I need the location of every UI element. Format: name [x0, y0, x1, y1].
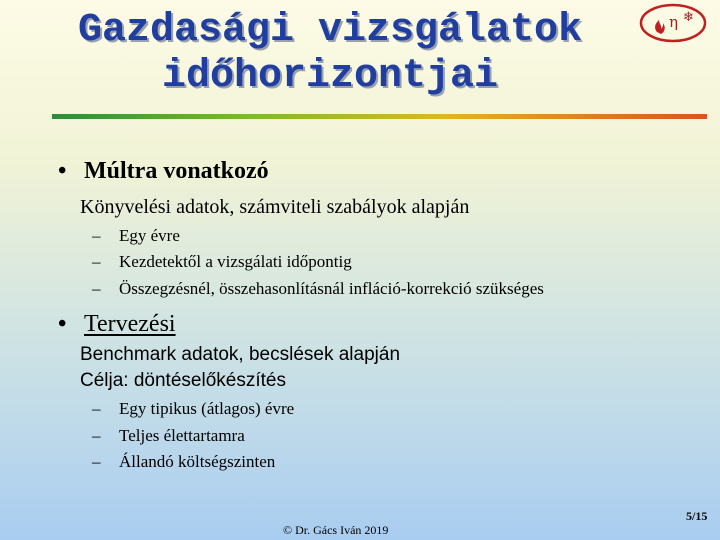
list-item	[92, 279, 544, 299]
section-description: Célja: döntéselőkészítés	[80, 370, 286, 391]
university-logo-icon	[639, 2, 707, 44]
logo-eta-glyph: η	[669, 13, 678, 31]
slide-title-line1: Gazdasági vizsgálatok	[77, 8, 583, 53]
section-heading-past	[58, 158, 269, 185]
dash-icon: –	[92, 399, 101, 418]
footer-copyright: © Dr. Gács Iván 2019	[283, 523, 389, 537]
bullet-icon: •	[58, 158, 67, 184]
dash-icon: –	[92, 279, 101, 298]
list-item-text: Kezdetektől a vizsgálati időpontig	[119, 252, 352, 271]
list-item-text: Teljes élettartamra	[119, 426, 245, 445]
list-item	[92, 426, 245, 446]
list-item	[92, 252, 352, 272]
section-heading-text: Tervezési	[84, 311, 176, 337]
slide-title-line2: időhorizontjai	[161, 54, 499, 99]
bullet-icon: •	[58, 311, 67, 337]
list-item	[92, 226, 180, 246]
dash-icon: –	[92, 252, 101, 271]
page-number: 5/15	[686, 509, 708, 523]
list-item-text: Egy évre	[119, 226, 180, 245]
list-item-text: Összegzésnél, összehasonlításnál infláció-korrekció szükséges	[119, 279, 544, 298]
dash-icon: –	[92, 226, 101, 245]
logo-snowflake-glyph: ❄	[683, 10, 694, 25]
dash-icon: –	[92, 426, 101, 445]
section-description: Könyvelési adatok, számviteli szabályok alapján	[80, 196, 470, 218]
dash-icon: –	[92, 452, 101, 471]
list-item	[92, 399, 294, 419]
title-underline-rule	[52, 114, 707, 119]
slide-title	[40, 8, 620, 100]
list-item	[92, 452, 275, 472]
section-heading-text: Múltra vonatkozó	[84, 158, 269, 184]
section-description: Benchmark adatok, becslések alapján	[80, 344, 401, 365]
section-heading-planning	[58, 311, 176, 338]
list-item-text: Állandó költségszinten	[119, 452, 276, 471]
list-item-text: Egy tipikus (átlagos) évre	[119, 399, 295, 418]
